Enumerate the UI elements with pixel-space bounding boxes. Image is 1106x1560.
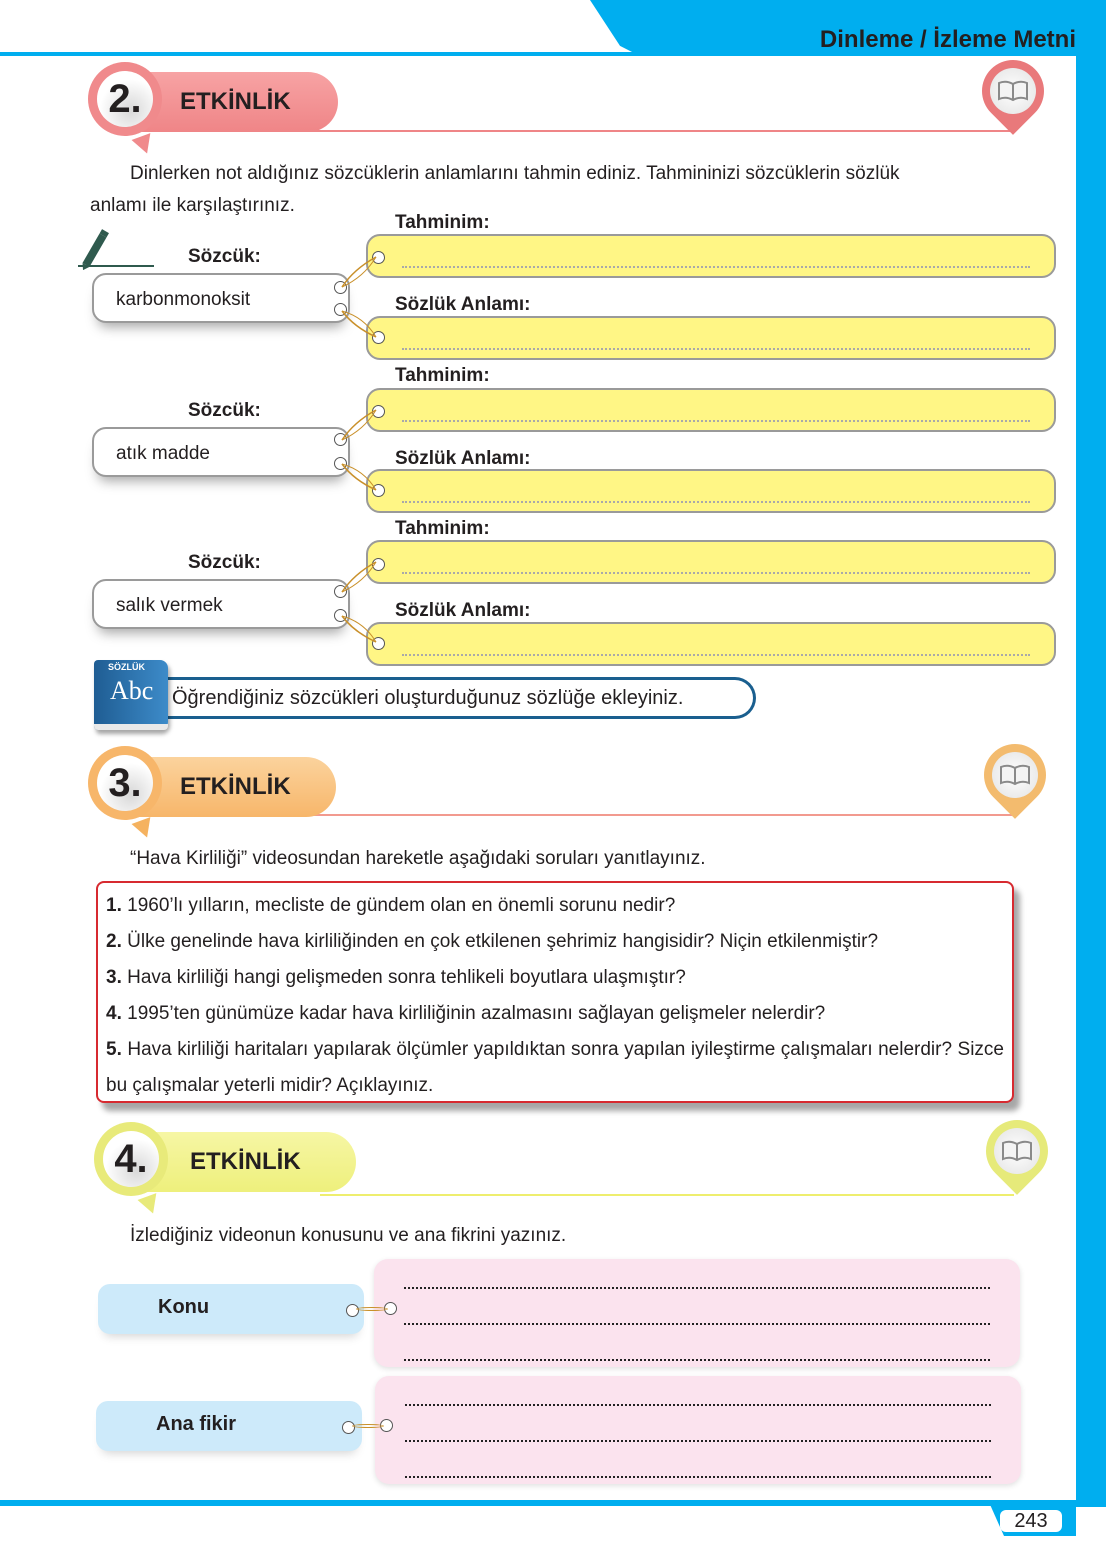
page-section-title: Dinleme / İzleme Metni xyxy=(819,26,1076,53)
dictionary-note: Öğrendiğiniz sözcükleri oluşturduğunuz sözlüğe ekleyiniz. xyxy=(160,677,756,719)
activity-3-number: 3. xyxy=(97,755,153,811)
guess-input[interactable] xyxy=(366,388,1056,432)
topic-input[interactable] xyxy=(374,1259,1020,1367)
page-number: 243 xyxy=(1000,1510,1062,1532)
activity-2-badge xyxy=(88,62,162,136)
meaning-input[interactable] xyxy=(366,469,1056,513)
string-connector xyxy=(340,560,380,650)
activity-4-badge xyxy=(94,1122,168,1196)
main-idea-label-card: Ana fikir xyxy=(96,1401,362,1451)
activity-4-underline xyxy=(320,1194,1014,1196)
right-border xyxy=(1076,52,1106,1507)
guess-input[interactable] xyxy=(366,540,1056,584)
string-connector xyxy=(352,1424,384,1428)
ring-icon xyxy=(342,1421,355,1434)
dictionary-book-text: Abc xyxy=(110,676,154,705)
question-3: 3. Hava kirliliği hangi gelişmeden sonra tehlikeli boyutlara ulaşmıştır? xyxy=(106,967,686,988)
activity-3-underline xyxy=(300,814,1012,816)
guess-label: Tahminim: xyxy=(395,518,490,539)
dictionary-book-title: SÖZLÜK xyxy=(108,662,145,672)
bottom-border xyxy=(0,1500,1106,1506)
question-2: 2. Ülke genelinde hava kirliliğinden en çok etkilenen şehrimiz hangisidir? Niçin etkilenmiştir? xyxy=(106,931,879,952)
string-connector xyxy=(340,408,380,498)
main-idea-input[interactable] xyxy=(375,1376,1021,1484)
activity-3-tail xyxy=(132,817,157,841)
activity-3-label: ETKİNLİK xyxy=(180,773,291,800)
instruction-line-1: Dinlerken not aldığınız sözcüklerin anlamlarını tahmin ediniz. Tahmininizi sözcüklerin sözlük xyxy=(130,163,900,184)
topic-label-card: Konu xyxy=(98,1284,364,1334)
meaning-input[interactable] xyxy=(366,316,1056,360)
question-5: 5. Hava kirliliği haritaları yapılarak ölçümler yapıldıktan sonra yapılan iyileştirme çalışmaları nelerdir? Sizce bu çalışmalar yeterli midir? Açıklayınız. xyxy=(106,1039,1004,1096)
questions-box xyxy=(96,881,1014,1103)
book-pin-icon xyxy=(971,731,1059,819)
guess-label: Tahminim: xyxy=(395,212,490,233)
activity-2-instruction xyxy=(90,158,1032,222)
activity-3-badge xyxy=(88,746,162,820)
dict-label: Sözlük Anlamı: xyxy=(395,294,531,315)
activity-2-label: ETKİNLİK xyxy=(180,88,291,115)
word-label: Sözcük: xyxy=(188,552,261,573)
instruction-line-2: anlamı ile karşılaştırınız. xyxy=(90,195,295,216)
pencil-icon xyxy=(76,218,156,275)
activity-2-underline xyxy=(300,130,1012,132)
activity-2-number: 2. xyxy=(97,71,153,127)
question-1: 1. 1960’lı yılların, mecliste de gündem olan en önemli sorunu nedir? xyxy=(106,895,676,916)
word-card: atık madde xyxy=(92,427,350,477)
string-connector xyxy=(340,255,380,345)
activity-4-instruction: İzlediğiniz videonun konusunu ve ana fikrini yazınız. xyxy=(130,1225,567,1246)
word-card: salık vermek xyxy=(92,579,350,629)
word-label: Sözcük: xyxy=(188,246,261,267)
question-4: 4. 1995’ten günümüze kadar hava kirliliğinin azalmasını sağlayan gelişmeler nelerdir? xyxy=(106,1003,826,1024)
guess-label: Tahminim: xyxy=(395,365,490,386)
word-label: Sözcük: xyxy=(188,400,261,421)
activity-4-label: ETKİNLİK xyxy=(190,1148,301,1175)
ring-icon xyxy=(346,1304,359,1317)
guess-input[interactable] xyxy=(366,234,1056,278)
meaning-input[interactable] xyxy=(366,622,1056,666)
activity-4-tail xyxy=(138,1193,163,1217)
book-pin-icon xyxy=(969,47,1057,135)
string-connector xyxy=(356,1307,388,1311)
dict-label: Sözlük Anlamı: xyxy=(395,448,531,469)
dictionary-book-icon xyxy=(94,660,168,730)
dict-label: Sözlük Anlamı: xyxy=(395,600,531,621)
activity-3-instruction: “Hava Kirliliği” videosundan hareketle aşağıdaki soruları yanıtlayınız. xyxy=(130,848,706,869)
activity-2-tail xyxy=(132,133,157,157)
book-pin-icon xyxy=(973,1107,1061,1195)
activity-4-number: 4. xyxy=(103,1131,159,1187)
word-card: karbonmonoksit xyxy=(92,273,350,323)
